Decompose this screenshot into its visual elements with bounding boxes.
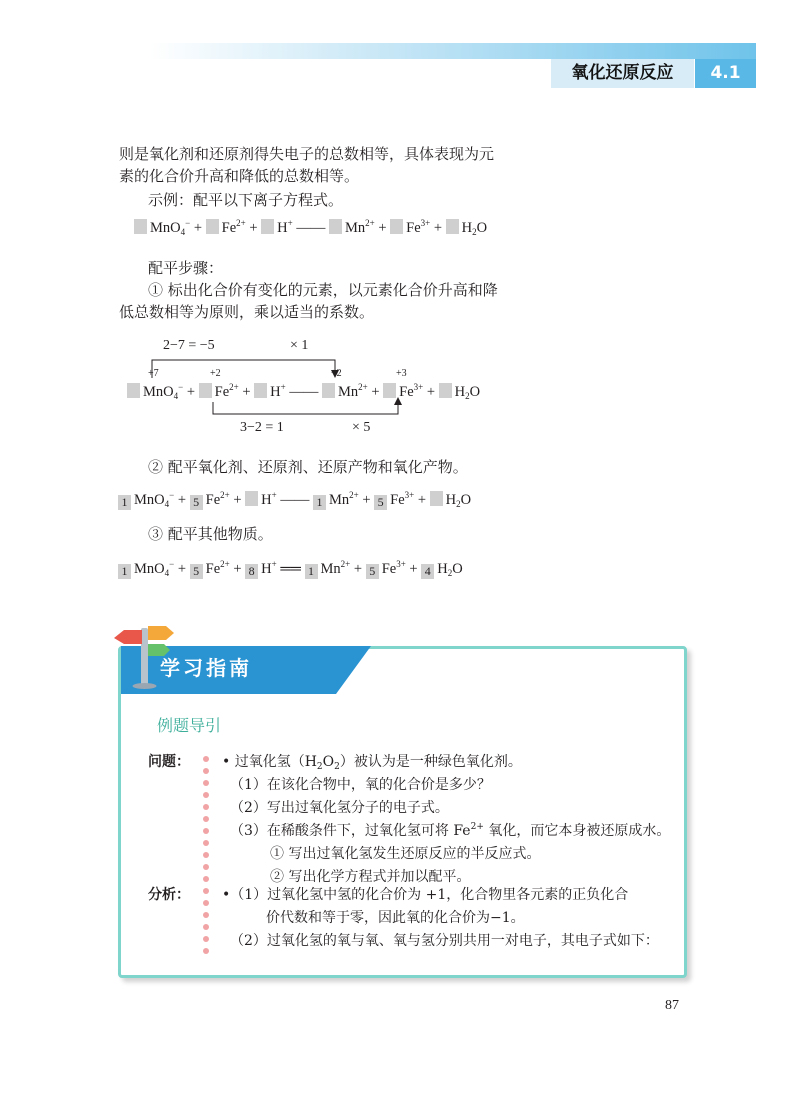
coefficient-box: 8 xyxy=(245,564,258,579)
question-subitem: ② 写出化学方程式并加以配平。 xyxy=(270,869,471,885)
chapter-title: 氧化还原反应 xyxy=(551,59,694,88)
divider-dot xyxy=(203,912,209,918)
coefficient-box xyxy=(430,491,443,506)
oxidation-state: +2 xyxy=(210,368,221,379)
top-calculation: 2−7 = −5 xyxy=(163,338,215,353)
coefficient-box xyxy=(439,383,452,398)
equation-step3: 1 MnO$_4$− + 5 $Fe^{2+} + 8$ H+ ══ 1 $Mn^{2+} + 5$ $Fe^{3+} + 4$ $H_2O$ xyxy=(118,559,463,579)
divider-dot xyxy=(203,924,209,930)
question-intro: • 过氧化氢$(H_2O_2)$被认为是一种绿色氧化剂。 xyxy=(222,754,522,772)
bottom-multiplier: × 5 xyxy=(352,420,371,435)
question-item: （2）写出过氧化氢分子的电子式。 xyxy=(230,800,449,816)
divider-dot xyxy=(203,804,209,810)
coefficient-box: 1 xyxy=(118,564,131,579)
top-multiplier: × 1 xyxy=(290,338,309,353)
divider-dot xyxy=(203,864,209,870)
paragraph-line: 则是氧化剂和还原剂得失电子的总数相等，具体表现为元 xyxy=(119,145,495,163)
equation-annotated: $MnO_4^- + Fe^{2+} + H^+$ —— $Mn^{2+} + Fe^{3+} + H_2O$ xyxy=(127,382,480,402)
analysis-text: 价代数和等于零，因此氧的化合价为−1。 xyxy=(266,910,525,926)
step3-text: ③ 配平其他物质。 xyxy=(148,525,273,543)
divider-dot xyxy=(203,768,209,774)
example-guide-subtitle: 例题导引 xyxy=(157,716,222,735)
oxidation-state: +3 xyxy=(396,368,407,379)
coefficient-box: 1 xyxy=(118,495,131,510)
study-guide-title: 学习指南 xyxy=(160,656,252,680)
equation-step2: 1 MnO$_4$− + 5 $Fe^{2+} + H^+$ —— 1 $Mn^{2+} + 5$ $Fe^{3+} + H_2O$ xyxy=(118,490,471,510)
divider-dot xyxy=(203,888,209,894)
coefficient-box: 1 xyxy=(305,564,318,579)
divider-dot xyxy=(203,936,209,942)
divider-dot xyxy=(203,816,209,822)
analysis-text: •（1）过氧化氢中氢的化合价为 +1，化合物里各元素的正负化合 xyxy=(222,887,629,903)
coefficient-box: 4 xyxy=(421,564,434,579)
coefficient-box: 5 xyxy=(366,564,379,579)
divider-dot xyxy=(203,828,209,834)
divider-dot xyxy=(203,840,209,846)
divider-dot xyxy=(203,756,209,762)
oxidation-state: +7 xyxy=(148,368,159,379)
coefficient-box: 1 xyxy=(313,495,326,510)
divider-dot xyxy=(203,948,209,954)
page-number: 87 xyxy=(665,998,679,1013)
coefficient-box: 5 xyxy=(190,495,203,510)
coefficient-box: 5 xyxy=(190,564,203,579)
question-item: （1）在该化合物中，氧的化合价是多少？ xyxy=(230,777,491,793)
coefficient-box xyxy=(254,383,267,398)
divider-dot xyxy=(203,792,209,798)
question-label: 问题： xyxy=(148,754,190,770)
question-subitem: ① 写出过氧化氢发生还原反应的半反应式。 xyxy=(270,846,541,862)
divider-dot xyxy=(203,780,209,786)
analysis-label: 分析： xyxy=(148,887,190,903)
analysis-text: （2）过氧化氢的氧与氧、氧与氢分别共用一对电子，其电子式如下： xyxy=(230,933,659,949)
step1-text: ① 标出化合价有变化的元素，以元素化合价升高和降 xyxy=(148,281,498,299)
coefficient-box: 5 xyxy=(374,495,387,510)
coefficient-box xyxy=(245,491,258,506)
oxidation-state: +2 xyxy=(331,368,342,379)
coefficient-box xyxy=(383,383,396,398)
paragraph-line: 素的化合价升高和降低的总数相等。 xyxy=(119,167,360,185)
section-number: 4.1 xyxy=(695,59,756,88)
steps-heading: 配平步骤： xyxy=(148,259,224,277)
question-item: （3）在稀酸条件下，过氧化氢可将 $Fe^{2+}$ 氧化，而它本身被还原成水。 xyxy=(230,822,671,839)
step2-text: ② 配平氧化剂、还原剂、还原产物和氧化产物。 xyxy=(148,458,468,476)
coefficient-box xyxy=(322,383,335,398)
coefficient-box xyxy=(127,383,140,398)
divider-dot xyxy=(203,852,209,858)
coefficient-box xyxy=(199,383,212,398)
divider-dot xyxy=(203,900,209,906)
equation-blank: $MnO_4^- + Fe^{2+} + H^+$ —— $Mn^{2+} + Fe^{3+} + H_2O$ xyxy=(134,218,487,238)
divider-dot xyxy=(203,876,209,882)
example-heading: 示例：配平以下离子方程式。 xyxy=(148,191,344,209)
bottom-calculation: 3−2 = 1 xyxy=(240,420,284,435)
step1-text: 低总数相等为原则，乘以适当的系数。 xyxy=(119,303,375,321)
